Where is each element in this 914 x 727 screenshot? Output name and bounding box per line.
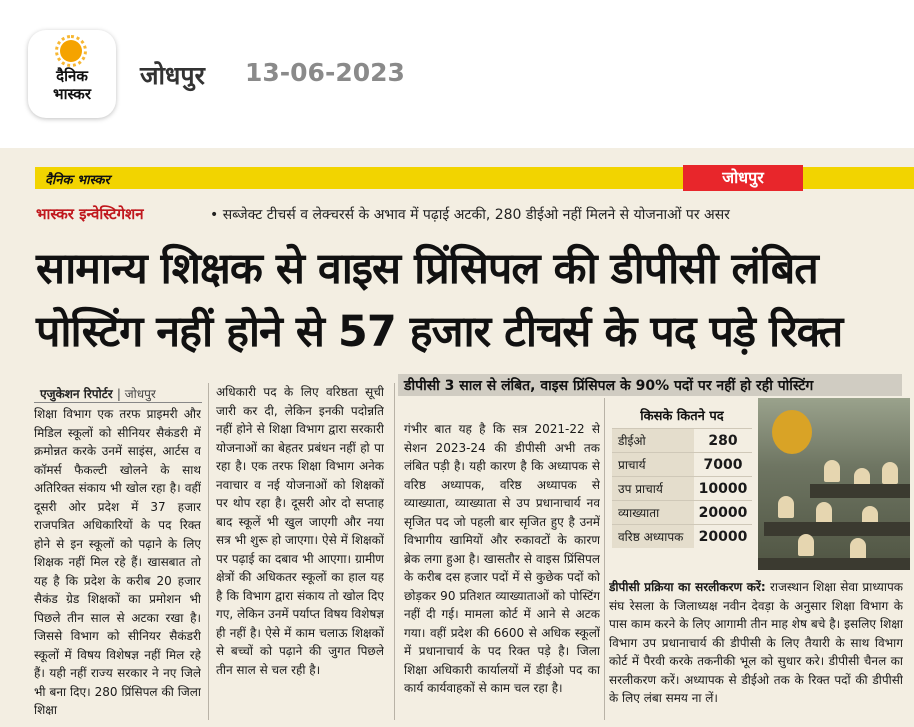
table-cell-label: व्याख्याता (612, 501, 694, 524)
table-cell-label: उप प्राचार्य (612, 477, 694, 500)
sub-headline: डीपीसी 3 साल से लंबित, वाइस प्रिंसिपल के 90% पदों पर नहीं हो रही पोस्टिंग (404, 378, 814, 394)
table-cell-value: 10000 (698, 480, 748, 497)
article-column-2: अधिकारी पद के लिए वरिष्ठता सूची जारी कर दी, लेकिन इनकी पदोन्नति नहीं होने से शिक्षा विभाग द्वारा सरकारी योजनाओं का बेहतर प्रबंधन नहीं हो पा रहा है। एक तरफ शिक्षा विभाग अनेक नवाचार व नई योजनाओं को शिक्षकों पर थोप रहा है। दूसरी ओर दो सप्ताह बाद स्कूलें भी खुल जाएगी और नया सत्र भी शुरू हो जाएगा। ऐसे में शिक्षकों पर पढ़ाई का दबाव भी आएगा। ग्रामीण क्षेत्रों की अधिकतर स्कूलों का हाल यह है कि विभाग द्वारा संकाय तो खोल दिए गए, लेकिन उनमें पर्याप्त विषय विशेषज्ञ ही नहीं है। ऐसे में काम चलाऊ शिक्षकों से बच्चों को पढ़ाने की जुगत पिछले तीन साल से चल रही है। (216, 385, 384, 677)
headline-line2: पोस्टिंग नहीं होने से 57 हजार टीचर्स के पद पड़े रिक्त (36, 307, 843, 357)
sub-headline-bar (398, 374, 902, 396)
article-column-3: गंभीर बात यह है कि सत्र 2021-22 से सेशन 2023-24 की डीपीसी अभी तक लंबित पड़ी है। यही कारण है कि अध्यापक से वरिष्ठ अध्यापक, वरिष्ठ अध्यापक से व्याख्याता, व्याख्याता से उप प्रधानाचार्य नव सृजित पद जो पहली बार सृजित हुए है उनमें विभागीय खामियों और रुकावटों के कारण ब्रेक लगा हुआ है। खासतौर से वाइस प्रिंसिपल के करीब दस हजार पदों में से कुछेक पदों को छोड़कर 90 प्रतिशत व्याख्याताओं को पोस्टिंग नहीं दी गई। मामला कोर्ट में आने से अटक गया। वहीं प्रदेश की 6600 से अधिक स्कूलों में प्रधानाचार्य के पद रिक्त पड़े है। जिला शिक्षा अधिकारी कार्यालयों में डीईओ पद का कार्य कार्यवाहकों से काम चल रहा है। (404, 422, 600, 695)
column-4-body: राजस्थान शिक्षा सेवा प्राध्यापक संघ रेसला के जिलाध्यक्ष नवीन देवड़ा के अनुसार शिक्षा विभाग के पास काम करने के लिए आगामी तीन माह शेष बचे है। इसलिए शिक्षा विभाग उप प्रधानाचार्य की डीपीसी के लिए तैयारी के साथ विभाग कोर्ट में पैरवी करके तकनीकी भूल को सुधार करे। डीपीसी चैनल का सरलीकरण करें। अध्यापक से डीईओ तक के रिक्त पदों की डीपीसी के लिए लंबा समय ना लें। (609, 580, 903, 705)
dainik-bhaskar-logo[interactable] (28, 30, 116, 118)
posts-table-title: किसके कितने पद (640, 409, 724, 424)
table-cell-label: डीईओ (612, 429, 694, 452)
desk-row (764, 522, 910, 536)
table-row (612, 500, 752, 524)
state-emblem-icon (772, 410, 812, 454)
byline-divider (34, 402, 202, 403)
byline-city: | जोधपुर (116, 387, 156, 401)
classroom-photo (758, 398, 910, 570)
student-figure (824, 460, 840, 482)
student-figure (798, 534, 814, 556)
masthead-brand: दैनिक भास्कर (45, 173, 110, 188)
edition-city: जोधपुर (140, 61, 205, 90)
table-cell-value: 20000 (698, 504, 748, 521)
investigation-subheading: • सब्जेक्ट टीचर्स व लेक्चरर्स के अभाव में पढ़ाई अटकी, 280 डीईओ नहीं मिलने से योजनाओं पर असर (210, 207, 730, 223)
byline (40, 385, 156, 402)
article-column-1: शिक्षा विभाग एक तरफ प्राइमरी और मिडिल स्कूलों को सीनियर सैकंडरी में क्रमोन्नत करके उनमें साइंस, आर्टस व कॉमर्स फैकल्टी खोलने के साथ अतिरिक्त संकाय भी खोल रहा है। वहीं दूसरी ओर प्रदेश में 37 हजार राजपत्रित अधिकारियों के पद रिक्त होने से इन स्कूलों को पढ़ाने के लिए शिक्षक नहीं मिल रहे हैं। खासबात तो यह है कि प्रदेश के करीब 20 हजार सैकंड ग्रेड शिक्षकों का प्रमोशन भी पिछले तीन साल से अटका रखा है। जिससे विभाग को सीनियर सैकंडरी स्कूलों में विषय विशेषज्ञ नहीं मिल रहे हैं। यही नहीं राज्य सरकार ने नए जिले भी बना दिए। 280 प्रिंसिपल की जिला शिक्षा (34, 407, 201, 717)
article-column-4 (609, 578, 903, 723)
posts-table (612, 406, 752, 564)
desk-row (758, 558, 910, 570)
headline-line1: सामान्य शिक्षक से वाइस प्रिंसिपल की डीपीसी लंबित (36, 244, 818, 294)
student-figure (778, 496, 794, 518)
table-cell-label: प्राचार्य (612, 453, 694, 476)
student-figure (816, 502, 832, 524)
edition-date: 13-06-2023 (245, 58, 405, 87)
table-row (612, 524, 752, 548)
table-row (612, 476, 752, 500)
investigation-label: भास्कर इन्वेस्टिगेशन (36, 205, 144, 223)
table-row (612, 428, 752, 452)
desk-row (810, 484, 910, 498)
sun-icon (60, 40, 82, 62)
app-header (0, 0, 914, 148)
column-divider (394, 383, 395, 720)
column-divider (604, 398, 605, 720)
masthead-city: जोधपुर (683, 165, 803, 191)
table-cell-value: 280 (708, 432, 738, 449)
column-divider (208, 383, 209, 720)
table-row (612, 452, 752, 476)
table-cell-value: 7000 (703, 456, 743, 473)
table-cell-value: 20000 (698, 528, 748, 545)
logo-line1: दैनिक (56, 67, 88, 85)
student-figure (850, 538, 866, 560)
column-4-lead: डीपीसी प्रक्रिया का सरलीकरण करें: (609, 580, 766, 594)
logo-line2: भास्कर (53, 85, 91, 103)
byline-author: एजुकेशन रिपोर्टर (40, 387, 113, 401)
student-figure (882, 462, 898, 484)
table-cell-label: वरिष्ठ अध्यापक (612, 525, 694, 548)
